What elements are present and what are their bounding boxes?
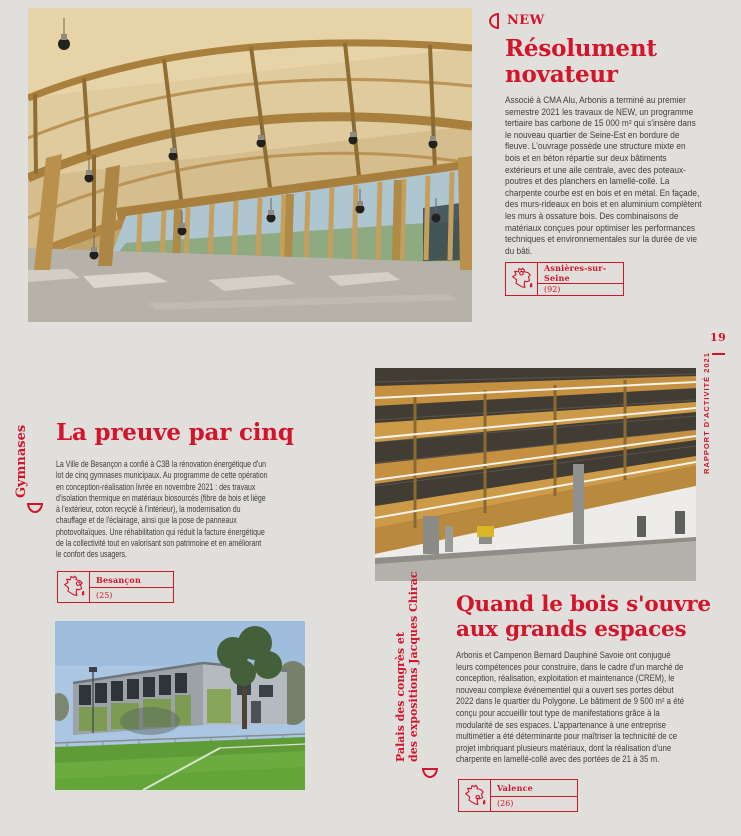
location-box-valence <box>458 779 578 812</box>
france-map-icon <box>506 263 538 295</box>
title-line: Résolument <box>505 35 657 62</box>
map-marker-icon <box>76 582 80 586</box>
half-circle-icon <box>489 13 499 29</box>
location-department: (25) <box>96 590 113 600</box>
location-department: (92) <box>544 285 561 294</box>
kicker-line: Palais des congrès et <box>394 632 407 762</box>
article-title-new <box>505 36 657 88</box>
kicker-line: des expositions Jacques Chirac <box>407 571 420 762</box>
title-line: aux grands espaces <box>456 617 687 642</box>
article-body-gymnases: La Ville de Besançon a confié à C3B la rénovation énergétique d'un lot de cinq gymnases municipaux. Au programme de cette opération en conception-réalisation livrée en novembre 2021 : des travaux d'isolation thermique en matériaux biosourcés (fibre de bois et liège à l'extérieur, coton recyclé à l'intérieur), la modernisation du chauffage et de l'éclairage, ainsi que la pose de panneaux photovoltaïques. Une réhabilitation qui réduit la facture énergétique de la collectivité tout en valorisant son patrimoine et en améliorant le confort des usagers. <box>56 459 268 560</box>
location-box-besancon <box>57 571 174 603</box>
photo-gymnasium-exterior <box>55 621 305 790</box>
article-title-palais <box>456 592 711 642</box>
article-body-palais: Arbonis et Campenon Bernard Dauphiné Savoie ont conjugué leurs compétences pour construire, dans le cadre d'un marché de conception, réalisation, exploitation et maintenance (CREM), le nouveau complexe événementiel qui a ouvert ses portes début 2022 dans le quartier du Polygone. Le bâtiment de 9 500 m² a été conçu pour accueillir tout type de manifestations grâce à la modularité de ses espaces. L'appartenance à une entreprise multimétier a été déterminante pour maîtriser la technicité de ce projet imbriquant plusieurs matériaux, dont la réalisation d'une charpente en lamellé-collé avec des portées de 21 à 35 m. <box>456 650 685 765</box>
page-number: 19 <box>710 331 727 344</box>
half-circle-icon <box>27 503 43 513</box>
photo-timber-arched-hall <box>28 8 472 322</box>
title-line: La preuve par cinq <box>56 419 294 446</box>
france-map-icon <box>459 780 491 811</box>
page-number-dash <box>712 353 725 355</box>
location-city: Valence <box>491 780 577 797</box>
france-map-icon <box>58 572 90 602</box>
location-department: (26) <box>497 799 514 809</box>
photo-timber-roof-hall <box>375 368 696 581</box>
article-body-new: Associé à CMA Alu, Arbonis a terminé au premier semestre 2021 les travaux de NEW, un programme tertiaire bas carbone de 15 000 m² qui s'insère dans le nouveau quartier de Seine-Est en bordure de fleuve. L'ouvrage possède une structure mixte en bois et en béton répartie sur deux bâtiments extérieurs et une aile centrale, avec des poteaux-poutres et des planchers en lamellé-collé. La charpente courbe est en bois et en métal. En façade, des murs-rideaux en bois et en aluminium complètent les murs à ossature bois. Des combinaisons de matériaux conçues pour optimiser les performances techniques et environnementales sur la durée de vie du bâti. <box>505 95 702 256</box>
location-box-asnieres <box>505 262 624 296</box>
map-marker-icon <box>476 795 480 799</box>
article-kicker-gymnases: Gymnases <box>14 424 29 498</box>
location-city: Asnières-sur-Seine <box>538 263 623 284</box>
title-line: novateur <box>505 61 618 88</box>
article-kicker-new: NEW <box>507 13 545 28</box>
article-kicker-palais <box>394 571 420 762</box>
map-marker-icon <box>519 271 523 275</box>
location-city: Besançon <box>90 572 173 588</box>
article-title-gymnases <box>56 420 294 446</box>
report-vertical-label: RAPPORT D'ACTIVITÉ 2021 <box>702 352 711 474</box>
title-line: Quand le bois s'ouvre <box>456 592 711 617</box>
half-circle-icon <box>422 768 438 778</box>
